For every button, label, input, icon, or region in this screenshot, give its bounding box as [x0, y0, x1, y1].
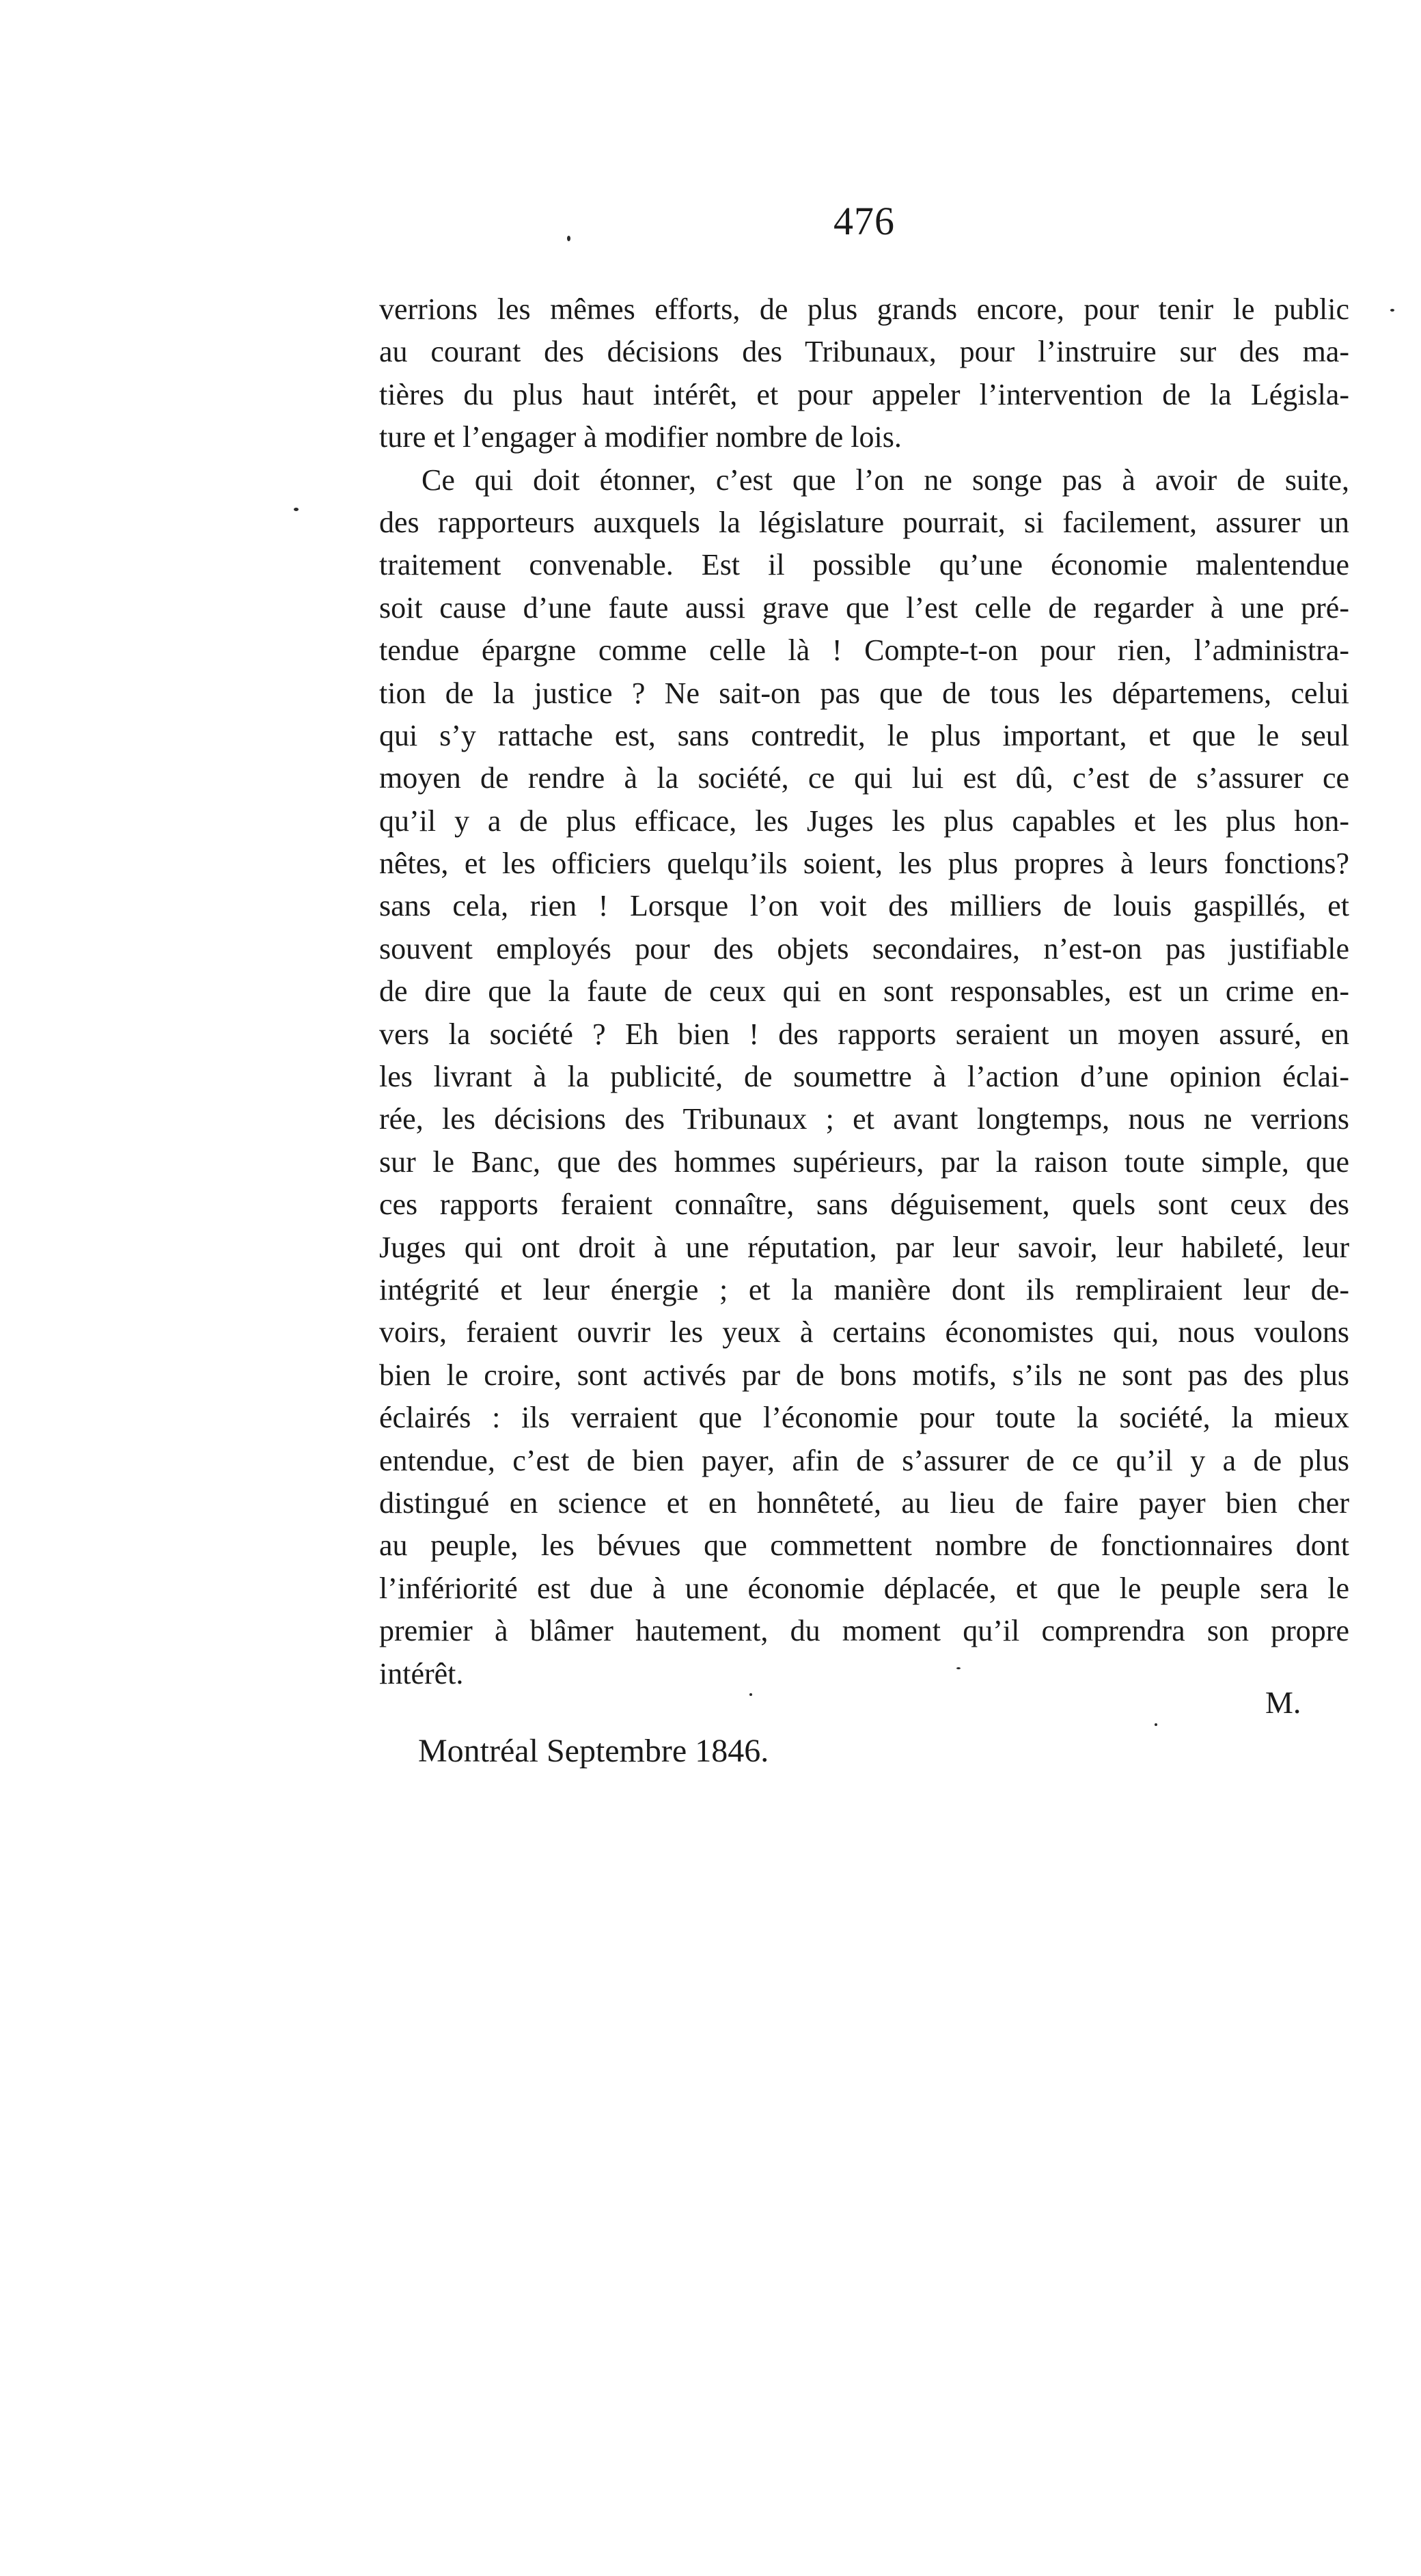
scan-speck	[956, 1667, 961, 1669]
text-line: verrions les mêmes efforts, de plus grands encore, pour tenir le public	[379, 292, 1349, 326]
place-date: Montréal Septembre 1846.	[418, 1733, 769, 1769]
scan-speck	[567, 236, 570, 241]
text-line: souvent employés pour des objets secondaires, n’est-on pas justifiable	[379, 931, 1349, 965]
signature: M.	[1265, 1685, 1301, 1720]
text-line: bien le croire, sont activés par de bons motifs, s’ils ne sont pas des plus	[379, 1358, 1349, 1392]
text-line: rée, les décisions des Tribunaux ; et avant longtemps, nous ne verrions	[379, 1102, 1349, 1136]
scan-speck	[1390, 309, 1394, 312]
page-number: 476	[833, 199, 895, 243]
text-line: Juges qui ont droit à une réputation, par leur savoir, leur habileté, leur	[379, 1230, 1349, 1264]
text-line: qu’il y a de plus efficace, les Juges les plus capables et les plus hon-	[379, 804, 1349, 838]
text-line: intégrité et leur énergie ; et la manière dont ils rempliraient leur de-	[379, 1272, 1349, 1306]
text-line: voirs, feraient ouvrir les yeux à certains économistes qui, nous voulons	[379, 1315, 1349, 1349]
text-line: moyen de rendre à la société, ce qui lui est dû, c’est de s’assurer ce	[379, 761, 1349, 795]
text-line: vers la société ? Eh bien ! des rapports seraient un moyen assuré, en	[379, 1017, 1349, 1051]
text-line: de dire que la faute de ceux qui en sont responsables, est un crime en-	[379, 974, 1349, 1009]
text-line: ces rapports feraient connaître, sans déguisement, quels sont ceux des	[379, 1188, 1349, 1222]
text-line: sur le Banc, que des hommes supérieurs, par la raison toute simple, que	[379, 1145, 1349, 1179]
text-line: tières du plus haut intérêt, et pour appeler l’intervention de la Législa-	[379, 377, 1349, 411]
scan-speck	[1155, 1723, 1157, 1726]
text-line: soit cause d’une faute aussi grave que l’est celle de regarder à une pré-	[379, 590, 1349, 625]
body-text	[379, 288, 1349, 1695]
text-line: entendue, c’est de bien payer, afin de s’assurer de ce qu’il y a de plus	[379, 1443, 1349, 1477]
text-line: ture et l’engager à modifier nombre de lois.	[379, 420, 902, 454]
scan-speck	[294, 508, 299, 511]
text-line: traitement convenable. Est il possible qu’une économie malentendue	[379, 548, 1349, 582]
text-line: distingué en science et en honnêteté, au lieu de faire payer bien cher	[379, 1485, 1349, 1520]
text-line: nêtes, et les officiers quelqu’ils soient, les plus propres à leurs fonctions?	[379, 847, 1349, 881]
text-line: sans cela, rien ! Lorsque l’on voit des milliers de louis gaspillés, et	[379, 889, 1349, 923]
text-line: éclairés : ils verraient que l’économie pour toute la société, la mieux	[379, 1401, 1349, 1435]
text-line: au courant des décisions des Tribunaux, pour l’instruire sur des ma-	[379, 335, 1349, 369]
text-line: intérêt.	[379, 1656, 464, 1690]
scan-speck	[749, 1693, 752, 1696]
text-line: l’infériorité est due à une économie déplacée, et que le peuple sera le	[379, 1571, 1349, 1605]
text-line: tendue épargne comme celle là ! Compte-t-on pour rien, l’administra-	[379, 633, 1349, 668]
text-line: des rapporteurs auxquels la législature pourrait, si facilement, assurer un	[379, 505, 1349, 539]
text-line: les livrant à la publicité, de soumettre à l’action d’une opinion éclai-	[379, 1060, 1349, 1094]
text-line: au peuple, les bévues que commettent nombre de fonctionnaires dont	[379, 1529, 1349, 1563]
text-line: qui s’y rattache est, sans contredit, le plus important, et que le seul	[379, 718, 1349, 752]
text-line: tion de la justice ? Ne sait-on pas que de tous les départemens, celui	[379, 676, 1349, 710]
paragraph-first-line: Ce qui doit étonner, c’est que l’on ne songe pas à avoir de suite,	[422, 463, 1349, 497]
text-line: premier à blâmer hautement, du moment qu’il comprendra son propre	[379, 1614, 1349, 1648]
